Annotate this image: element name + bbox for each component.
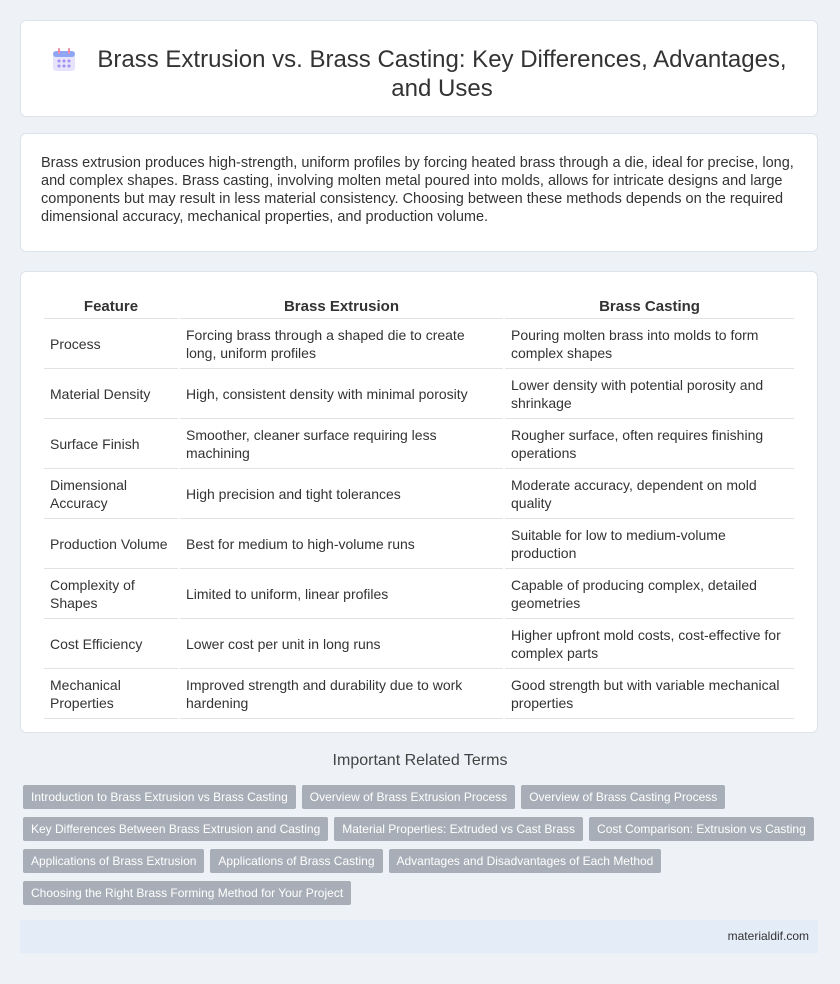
table-row [44, 619, 794, 669]
header-brass-extrusion: Brass Extrusion [180, 294, 503, 319]
extrusion-cell: Smoother, cleaner surface requiring less machining [180, 419, 503, 469]
related-term-tag[interactable]: Cost Comparison: Extrusion vs Casting [589, 817, 814, 841]
related-term-tag[interactable]: Applications of Brass Extrusion [23, 849, 204, 873]
casting-cell: Rougher surface, often requires finishing operations [505, 419, 794, 469]
header-feature: Feature [44, 294, 178, 319]
casting-cell: Pouring molten brass into molds to form complex shapes [505, 319, 794, 369]
casting-cell: Good strength but with variable mechanical properties [505, 669, 794, 719]
related-term-tag[interactable]: Key Differences Between Brass Extrusion and Casting [23, 817, 328, 841]
extrusion-cell: High, consistent density with minimal porosity [180, 369, 503, 419]
extrusion-cell: Best for medium to high-volume runs [180, 519, 503, 569]
header-brass-casting: Brass Casting [505, 294, 794, 319]
related-term-tag[interactable]: Overview of Brass Casting Process [521, 785, 725, 809]
table-row [44, 469, 794, 519]
title-card [20, 20, 818, 117]
related-terms-list [23, 785, 823, 913]
extrusion-cell: Improved strength and durability due to work hardening [180, 669, 503, 719]
casting-cell: Capable of producing complex, detailed geometries [505, 569, 794, 619]
extrusion-cell: Lower cost per unit in long runs [180, 619, 503, 669]
feature-cell: Cost Efficiency [44, 619, 178, 669]
table-row [44, 569, 794, 619]
extrusion-cell: Limited to uniform, linear profiles [180, 569, 503, 619]
intro-card [20, 133, 818, 252]
calendar-icon [51, 47, 77, 73]
comparison-table [42, 294, 796, 719]
feature-cell: Complexity of Shapes [44, 569, 178, 619]
related-term-tag[interactable]: Introduction to Brass Extrusion vs Brass Casting [23, 785, 296, 809]
table-row [44, 419, 794, 469]
feature-cell: Production Volume [44, 519, 178, 569]
casting-cell: Higher upfront mold costs, cost-effective for complex parts [505, 619, 794, 669]
related-term-tag[interactable]: Material Properties: Extruded vs Cast Brass [334, 817, 583, 841]
related-term-tag[interactable]: Choosing the Right Brass Forming Method for Your Project [23, 881, 351, 905]
feature-cell: Surface Finish [44, 419, 178, 469]
related-term-tag[interactable]: Overview of Brass Extrusion Process [302, 785, 515, 809]
footer [20, 920, 818, 953]
casting-cell: Suitable for low to medium-volume production [505, 519, 794, 569]
feature-cell: Mechanical Properties [44, 669, 178, 719]
casting-cell: Moderate accuracy, dependent on mold quality [505, 469, 794, 519]
extrusion-cell: Forcing brass through a shaped die to create long, uniform profiles [180, 319, 503, 369]
feature-cell: Process [44, 319, 178, 369]
related-terms-title: Important Related Terms [332, 752, 508, 769]
table-row [44, 669, 794, 719]
footer-site-link[interactable]: materialdif.com [727, 929, 809, 943]
table-row [44, 369, 794, 419]
table-header-row [44, 294, 794, 319]
intro-paragraph: Brass extrusion produces high-strength, uniform profiles by forcing heated brass through a die, ideal for precise, long, and complex shapes. Brass casting, involving molten metal poured into molds, allows for intricate designs and large components but may result in less material consistency. Choosing between these methods depends on the required dimensional accuracy, mechanical properties, and production volume. [41, 155, 794, 225]
page-title: Brass Extrusion vs. Brass Casting: Key Differences, Advantages, and Uses [97, 46, 787, 102]
feature-cell: Material Density [44, 369, 178, 419]
table-row [44, 519, 794, 569]
casting-cell: Lower density with potential porosity and shrinkage [505, 369, 794, 419]
related-term-tag[interactable]: Advantages and Disadvantages of Each Method [389, 849, 662, 873]
related-term-tag[interactable]: Applications of Brass Casting [210, 849, 382, 873]
feature-cell: Dimensional Accuracy [44, 469, 178, 519]
comparison-table-card [20, 271, 818, 733]
extrusion-cell: High precision and tight tolerances [180, 469, 503, 519]
table-row [44, 319, 794, 369]
